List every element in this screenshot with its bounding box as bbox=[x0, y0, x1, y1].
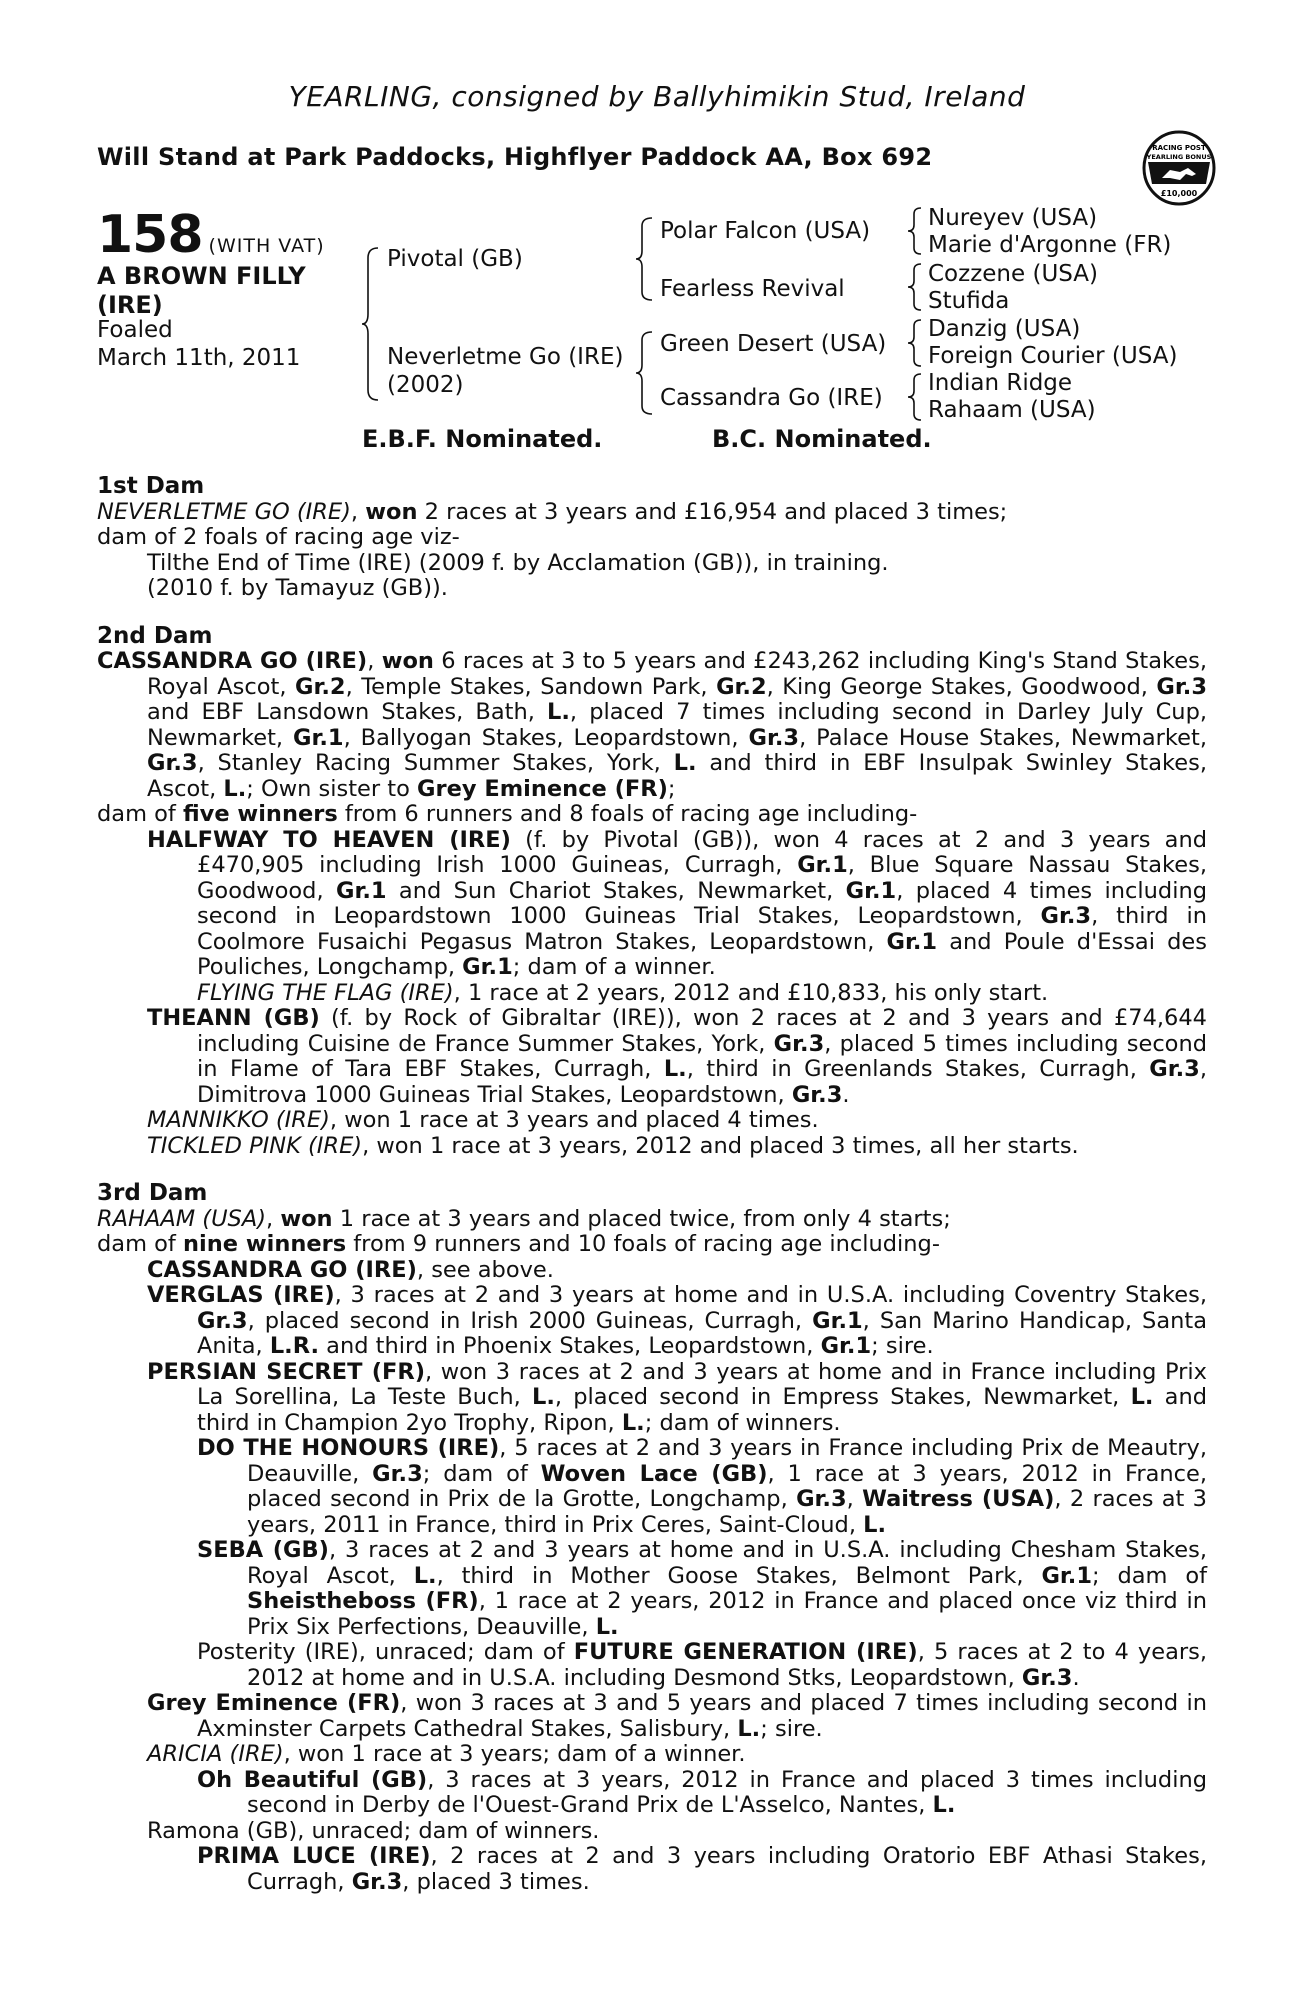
second-dam-won: won bbox=[381, 648, 434, 674]
text-run: dam of bbox=[97, 1231, 183, 1257]
ramona-entry: Ramona (GB), unraced; dam of winners. bbox=[147, 1817, 600, 1844]
first-dam-foal2: (2010 f. by Tamayuz (GB)). bbox=[147, 575, 448, 601]
third-dam-title: 3rd Dam bbox=[97, 1180, 208, 1206]
pedigree-sire-dam: Fearless Revival bbox=[660, 276, 845, 302]
text-run: , 1 race at 2 years, 2012 and £10,833, his only start. bbox=[453, 979, 1049, 1006]
grade-label: Gr.3 bbox=[1040, 903, 1092, 929]
text-run: ; dam of bbox=[422, 1460, 541, 1487]
text-run: ; dam of winners. bbox=[644, 1409, 841, 1436]
grade-label: L. bbox=[595, 1613, 619, 1640]
grade-label: Gr.3 bbox=[147, 750, 198, 776]
text-run: , Blue Square Nassau Stakes, Goodwood, bbox=[197, 852, 1207, 904]
badge-text-mid: YEARLING BONUS bbox=[1146, 153, 1212, 161]
horse-name: TICKLED PINK (IRE) bbox=[147, 1132, 363, 1159]
text-run: , San Marino Handicap, Santa Anita, bbox=[197, 1307, 1207, 1359]
horse-name: Oh Beautiful (GB) bbox=[197, 1766, 428, 1793]
stand-location: Will Stand at Park Paddocks, Highflyer Paddock AA, Box 692 bbox=[97, 143, 933, 171]
pedigree-g8: Rahaam (USA) bbox=[928, 397, 1096, 423]
text-run: , placed 3 times. bbox=[402, 1868, 590, 1895]
third-dam-name: RAHAAM (USA) bbox=[97, 1205, 266, 1232]
first-dam-won: won bbox=[365, 498, 418, 525]
text-run: and Poule d'Essai des Pouliches, Longchamp, bbox=[197, 928, 1207, 980]
prima-luce-entry bbox=[97, 1844, 1207, 1895]
pedigree-dam-sire: Green Desert (USA) bbox=[660, 331, 887, 357]
badge-text-top: RACING POST bbox=[1152, 144, 1206, 152]
pedigree-g4: Stufida bbox=[928, 288, 1010, 314]
grade-label: L.R. bbox=[269, 1333, 320, 1359]
horse-name: CASSANDRA GO (IRE) bbox=[147, 1256, 417, 1283]
grade-label: L. bbox=[663, 1056, 687, 1082]
text-run: , placed 7 times including second in Darley July Cup, Newmarket, bbox=[147, 699, 1208, 751]
text-run: , placed 4 times including second in Leopardstown 1000 Guineas Trial Stakes, Leopardstown, bbox=[197, 877, 1207, 929]
text-run: . bbox=[1072, 1664, 1080, 1691]
grade-label: L. bbox=[737, 1715, 761, 1742]
lot-name-line1: A BROWN FILLY bbox=[97, 262, 306, 290]
second-dam-title: 2nd Dam bbox=[97, 622, 213, 649]
grade-label: L. bbox=[413, 1562, 437, 1589]
grade-label: L. bbox=[932, 1792, 956, 1818]
grade-label: Gr.1 bbox=[293, 724, 344, 751]
grade-label: L. bbox=[532, 1384, 555, 1410]
horse-name: Sheistheboss (FR) bbox=[247, 1588, 479, 1614]
third-dam-produce bbox=[97, 1232, 1207, 1258]
text-run: , bbox=[846, 1486, 863, 1512]
horse-name: Waitress (USA) bbox=[862, 1486, 1055, 1512]
winners-count: nine winners bbox=[182, 1231, 347, 1257]
second-dam-record: CASSANDRA GO (IRE), won 6 races at 3 to 5 years and £243,262 including King's Stand Stakes, Royal Ascot, Gr.2, Temple Stakes, Sandown Park, Gr.2, King George Stakes, Goodwood, Gr.3 and EBF Lansdown Stakes, Bath, L., placed 7 times including second in Darley July Cup, Newmarket, Gr.1, Ballyogan Stakes, Leopardstown, Gr.3, Palace House Stakes, Newmarket, Gr.3, Stanley Racing Summer Stakes, York, L. and third in EBF Insulpak Swinley Stakes, Ascot, L.; Own sister to Grey Eminence (FR); bbox=[97, 648, 1208, 802]
horse-name: DO THE HONOURS (IRE) bbox=[197, 1435, 500, 1461]
first-dam-text2: dam of 2 foals of racing age viz- bbox=[97, 524, 460, 550]
grade-label: Gr.3 bbox=[1021, 1664, 1073, 1691]
flying-the-flag-entry bbox=[97, 981, 1207, 1007]
pedigree-brace-g12 bbox=[908, 206, 922, 256]
text-run: , King George Stakes, Goodwood, bbox=[766, 673, 1157, 700]
text-run: , third in Greenlands Stakes, Curragh, bbox=[686, 1056, 1150, 1082]
text-run: . bbox=[842, 1081, 850, 1108]
text-run: , 2 races at 3 years, 2011 in France, third in Prix Ceres, Saint-Cloud, bbox=[247, 1486, 1207, 1538]
lot-heading bbox=[97, 205, 325, 265]
lot-foaled bbox=[97, 316, 300, 372]
text-run: ; dam of a winner. bbox=[512, 954, 716, 980]
first-dam-name: NEVERLETME GO (IRE) bbox=[97, 498, 351, 525]
text-run: ; sire. bbox=[760, 1715, 823, 1742]
grade-label: Gr.1 bbox=[1041, 1562, 1093, 1589]
text-run: , 3 races at 2 and 3 years at home and in U.S.A. including Chesham Stakes, Royal Ascot, bbox=[247, 1537, 1208, 1589]
theann-entry bbox=[97, 1006, 1207, 1108]
third-dam-record: RAHAAM (USA), won 1 race at 3 years and placed twice, from only 4 starts; bbox=[97, 1205, 951, 1232]
horse-name: SEBA (GB) bbox=[197, 1537, 329, 1563]
horse-name: FUTURE GENERATION (IRE) bbox=[573, 1639, 918, 1665]
text-run: and third in Champion 2yo Trophy, Ripon, bbox=[197, 1384, 1208, 1436]
pedigree-brace-g34 bbox=[908, 262, 922, 312]
pedigree-g1: Nureyev (USA) bbox=[928, 205, 1098, 231]
text-run: and third in Phoenix Stakes, Leopardstown, bbox=[319, 1333, 821, 1359]
horse-name: Grey Eminence (FR) bbox=[147, 1690, 401, 1716]
horse-name: FLYING THE FLAG (IRE) bbox=[197, 979, 454, 1006]
pedigree-g5: Danzig (USA) bbox=[928, 316, 1081, 342]
seba-entry bbox=[97, 1538, 1207, 1640]
horse-name: Woven Lace (GB) bbox=[540, 1460, 768, 1487]
grade-label: Gr.3 bbox=[372, 1460, 423, 1487]
first-dam-record: NEVERLETME GO (IRE), won 2 races at 3 years and £16,954 and placed 3 times; bbox=[97, 498, 1008, 525]
grade-label: Gr.1 bbox=[820, 1333, 872, 1359]
text-run: ; dam of bbox=[1092, 1562, 1207, 1589]
verglas-entry bbox=[97, 1283, 1207, 1360]
text-run: , Temple Stakes, Sandown Park, bbox=[345, 673, 717, 700]
third-dam-won: won bbox=[280, 1205, 333, 1232]
sister-name: Grey Eminence (FR) bbox=[417, 775, 668, 802]
text-run: , won 3 races at 3 and 5 years and placed 7 times including second in Axminster Carpets Cathedral Stakes, Salisbury, bbox=[197, 1690, 1208, 1742]
text-run: , 3 races at 3 years, 2012 in France and placed 3 times including second in Derby de l'Ouest-Grand Prix de L'Asselco, Nantes, bbox=[247, 1766, 1207, 1818]
text-run: , 1 race at 2 years, 2012 in France and placed once viz third in Prix Six Perfections, Deauville, bbox=[247, 1588, 1207, 1640]
halfway-to-heaven-entry bbox=[97, 828, 1207, 981]
grade-label: Gr.1 bbox=[335, 877, 387, 904]
text-run: , 5 races at 2 to 4 years, 2012 at home and in U.S.A. including Desmond Stks, Leopardstown, bbox=[247, 1639, 1207, 1691]
foaled-label: Foaled bbox=[97, 317, 173, 343]
oh-beautiful-entry bbox=[97, 1768, 1207, 1819]
first-dam-foal1: Tilthe End of Time (IRE) (2009 f. by Acclamation (GB)), in training. bbox=[147, 549, 889, 576]
text-run: ; Own sister to bbox=[246, 775, 418, 802]
text-run: ; sire. bbox=[871, 1333, 934, 1359]
text-run: from 9 runners and 10 foals of racing age including- bbox=[346, 1231, 940, 1257]
second-dam-produce bbox=[97, 802, 1207, 828]
text-run: , Stanley Racing Summer Stakes, York, bbox=[197, 750, 674, 776]
pedigree-brace-sire-dam bbox=[362, 246, 380, 402]
text-run: , third in Coolmore Fusaichi Pegasus Matron Stakes, Leopardstown, bbox=[197, 903, 1207, 955]
horse-name: HALFWAY TO HEAVEN (IRE) bbox=[147, 826, 511, 853]
pedigree-sire-sire: Polar Falcon (USA) bbox=[660, 218, 871, 244]
lot-vat: (WITH VAT) bbox=[208, 235, 325, 257]
pedigree-g3: Cozzene (USA) bbox=[928, 261, 1099, 287]
grade-label: Gr.3 bbox=[197, 1307, 248, 1334]
yearling-bonus-badge-icon bbox=[1142, 128, 1216, 210]
horse-name: PRIMA LUCE (IRE) bbox=[197, 1843, 431, 1869]
lot-name-line2: (IRE) bbox=[97, 291, 163, 319]
text-run: (f. by Rock of Gibraltar (IRE)), won 2 races at 2 and 3 years and £74,644 including Cuisine de France Summer Stakes, York, bbox=[197, 1005, 1207, 1057]
grade-label: Gr.2 bbox=[716, 673, 767, 700]
grade-label: Gr.3 bbox=[1156, 673, 1207, 700]
ebf-nominated: E.B.F. Nominated. bbox=[362, 425, 603, 453]
text-run: and EBF Lansdown Stakes, Bath, bbox=[147, 699, 548, 725]
grade-label: Gr.3 bbox=[773, 1030, 825, 1057]
grade-label: L. bbox=[863, 1511, 887, 1538]
mannikko-entry bbox=[97, 1108, 1207, 1134]
text-run: , won 1 race at 3 years, 2012 and placed 3 times, all her starts. bbox=[362, 1132, 1079, 1159]
text-run: , 2 races at 2 and 3 years including Oratorio EBF Athasi Stakes, Curragh, bbox=[247, 1843, 1207, 1895]
text-run: , won 3 races at 2 and 3 years at home and in France including Prix La Sorellina, La Teste Buch, bbox=[197, 1358, 1207, 1410]
do-the-honours-entry bbox=[97, 1436, 1207, 1538]
grade-label: Gr.1 bbox=[845, 877, 897, 904]
text-run: , see above. bbox=[416, 1256, 554, 1283]
grade-label: Gr.1 bbox=[812, 1307, 863, 1334]
pedigree-sire: Pivotal (GB) bbox=[387, 246, 523, 272]
grade-label: Gr.1 bbox=[886, 928, 938, 955]
persian-secret-entry bbox=[97, 1360, 1207, 1437]
catalogue-body bbox=[97, 474, 1207, 1895]
text-run: , placed second in Empress Stakes, Newmarket, bbox=[554, 1384, 1131, 1410]
text-run: , 5 races at 2 and 3 years in France including Prix de Meautry, Deauville, bbox=[247, 1435, 1208, 1487]
grade-label: L. bbox=[547, 699, 570, 725]
pedigree-dam-year: (2002) bbox=[387, 372, 464, 398]
text-run: dam of bbox=[97, 801, 183, 827]
grade-label: Gr.3 bbox=[351, 1868, 403, 1895]
tickled-pink-entry bbox=[97, 1134, 1207, 1160]
grade-label: Gr.3 bbox=[748, 724, 800, 751]
text-run: , Ballyogan Stakes, Leopardstown, bbox=[343, 724, 749, 751]
cassandra-go-entry bbox=[97, 1258, 1207, 1284]
posterity-entry bbox=[97, 1640, 1207, 1691]
text-run: 1 race at 3 years and placed twice, from only 4 starts; bbox=[332, 1205, 951, 1232]
grade-label: Gr.3 bbox=[796, 1486, 847, 1512]
pedigree-brace-g78 bbox=[908, 372, 922, 422]
grade-label: L. bbox=[621, 1409, 645, 1436]
second-dam-name: CASSANDRA GO (IRE) bbox=[97, 648, 368, 674]
text-run: ; bbox=[667, 775, 676, 802]
pedigree-brace-sire-line bbox=[636, 216, 654, 302]
grade-label: Gr.3 bbox=[791, 1081, 843, 1108]
text-run: , 1 race at 3 years, 2012 in France, placed second in Prix de la Grotte, Longchamp, bbox=[247, 1460, 1208, 1512]
text-run: 6 races at 3 to 5 years and £243,262 including King's Stand Stakes, Royal Ascot, bbox=[147, 648, 1207, 700]
aricia-entry bbox=[97, 1742, 1207, 1768]
text-run: from 6 runners and 8 foals of racing age including- bbox=[337, 801, 918, 827]
horse-name: MANNIKKO (IRE) bbox=[147, 1107, 330, 1133]
text-run: , placed 5 times including second in Flame of Tara EBF Stakes, Curragh, bbox=[197, 1030, 1207, 1082]
horse-name: ARICIA (IRE) bbox=[147, 1741, 284, 1767]
grade-label: Gr.1 bbox=[462, 954, 513, 980]
pedigree-g6: Foreign Courier (USA) bbox=[928, 343, 1178, 369]
text-run: , Palace House Stakes, Newmarket, bbox=[799, 724, 1207, 751]
bc-nominated: B.C. Nominated. bbox=[712, 425, 932, 453]
grade-label: Gr.1 bbox=[797, 852, 848, 878]
horse-name: PERSIAN SECRET (FR) bbox=[147, 1358, 425, 1385]
text-run: , placed second in Irish 2000 Guineas, Curragh, bbox=[247, 1307, 813, 1334]
text-run: , Dimitrova 1000 Guineas Trial Stakes, Leopardstown, bbox=[197, 1056, 1207, 1108]
text-run: and third in EBF Insulpak Swinley Stakes, Ascot, bbox=[147, 750, 1207, 802]
grade-label: L. bbox=[223, 775, 247, 802]
pedigree-g2: Marie d'Argonne (FR) bbox=[928, 232, 1172, 258]
pedigree-brace-g56 bbox=[908, 318, 922, 368]
lot-number: 158 bbox=[97, 205, 203, 265]
grade-label: Gr.2 bbox=[295, 673, 346, 700]
horse-name: VERGLAS (IRE) bbox=[147, 1282, 335, 1308]
text-run: , won 1 race at 3 years; dam of a winner. bbox=[283, 1741, 746, 1767]
badge-text-bottom: £10,000 bbox=[1160, 189, 1198, 198]
text-run: and Sun Chariot Stakes, Newmarket, bbox=[386, 877, 846, 904]
text-run: , 3 races at 2 and 3 years at home and in U.S.A. including Coventry Stakes, bbox=[334, 1282, 1207, 1308]
pedigree-dam-dam: Cassandra Go (IRE) bbox=[660, 385, 883, 411]
winners-count: five winners bbox=[182, 801, 338, 827]
text-run: , won 1 race at 3 years and placed 4 times. bbox=[329, 1107, 819, 1133]
text-run: , third in Mother Goose Stakes, Belmont Park, bbox=[436, 1562, 1042, 1589]
text-run: Posterity (IRE), unraced; dam of bbox=[197, 1639, 574, 1665]
grey-eminence-entry bbox=[97, 1691, 1207, 1742]
first-dam-text1: 2 races at 3 years and £16,954 and placed 3 times; bbox=[417, 498, 1008, 525]
first-dam-title: 1st Dam bbox=[97, 473, 205, 499]
pedigree-g7: Indian Ridge bbox=[928, 370, 1073, 396]
pedigree-brace-dam-line bbox=[636, 330, 654, 416]
foaled-date: March 11th, 2011 bbox=[97, 345, 301, 371]
consignment-header: YEARLING, consigned by Ballyhimikin Stud, Ireland bbox=[288, 80, 1026, 113]
pedigree-dam: Neverletme Go (IRE) bbox=[387, 344, 624, 370]
text-run: (f. by Pivotal (GB)), won 4 races at 2 and 3 years and £470,905 including Irish 1000 Guineas, Curragh, bbox=[197, 826, 1207, 878]
grade-label: L. bbox=[1130, 1384, 1154, 1410]
grade-label: Gr.3 bbox=[1149, 1056, 1200, 1082]
lot-name bbox=[97, 262, 306, 320]
horse-name: THEANN (GB) bbox=[147, 1005, 320, 1031]
grade-label: L. bbox=[673, 750, 697, 776]
